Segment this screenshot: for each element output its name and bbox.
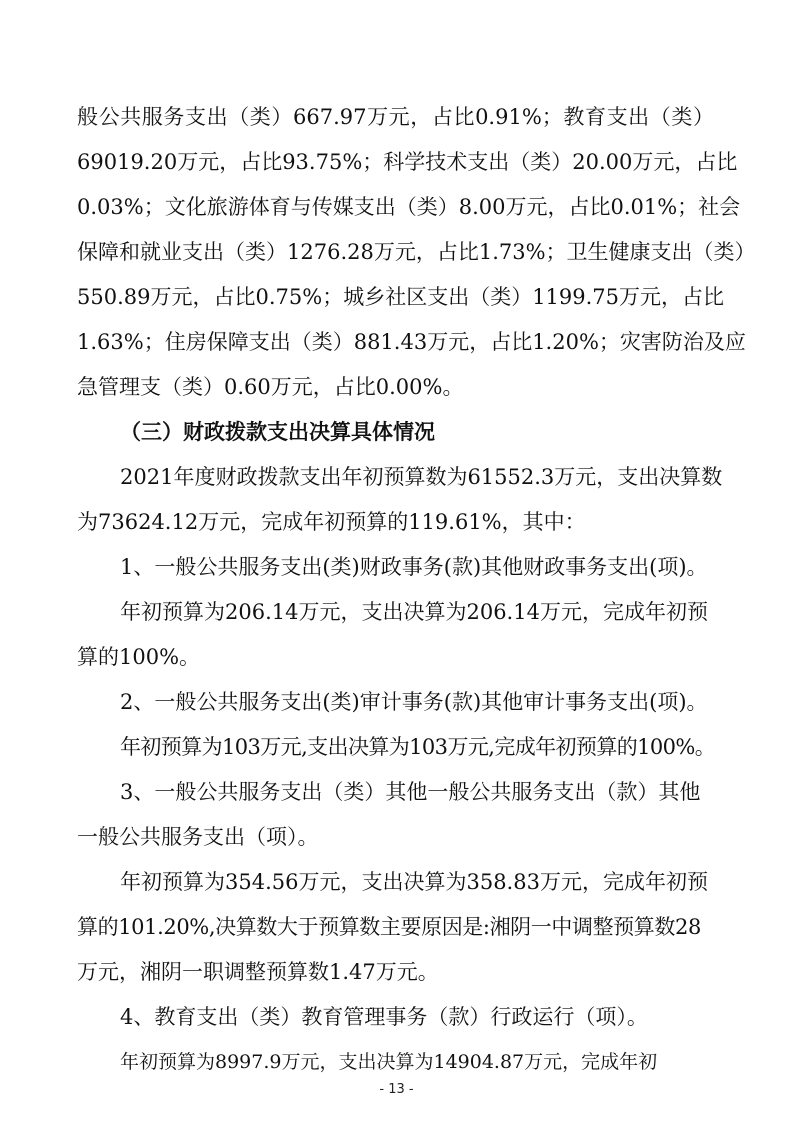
item-heading: 1、一般公共服务支出(类)财政事务(款)其他财政事务支出(项)。 [120, 555, 708, 579]
body-text-line: 算的101.20%,决算数大于预算数主要原因是:湘阴一中调整预算数28 [77, 915, 701, 939]
section-heading: （三）财政拨款支出决算具体情况 [120, 420, 435, 444]
item-heading: 2、一般公共服务支出(类)审计事务(款)其他审计事务支出(项)。 [120, 690, 708, 714]
item-heading: 3、一般公共服务支出（类）其他一般公共服务支出（款）其他 [120, 780, 701, 804]
body-text-line: 69019.20万元，占比93.75%；科学技术支出（类）20.00万元，占比 [77, 150, 738, 174]
item-heading-continuation: 一般公共服务支出（项）。 [77, 825, 319, 849]
page-number: - 13 - [379, 1082, 414, 1097]
body-text-line: 保障和就业支出（类）1276.28万元，占比1.73%；卫生健康支出（类） [77, 240, 756, 264]
body-text-line: 万元，湘阴一职调整预算数1.47万元。 [77, 960, 439, 984]
body-text-line: 年初预算为354.56万元，支出决算为358.83万元，完成年初预 [120, 870, 708, 894]
item-heading: 4、教育支出（类）教育管理事务（款）行政运行（项）。 [120, 1005, 648, 1029]
body-text-line: 急管理支（类）0.60万元，占比0.00%。 [77, 375, 464, 399]
body-text-line: 算的100%。 [77, 645, 201, 669]
body-text-line: 1.63%；住房保障支出（类）881.43万元，占比1.20%；灾害防治及应 [77, 330, 746, 354]
body-text-line: 550.89万元，占比0.75%；城乡社区支出（类）1199.75万元，占比 [77, 285, 725, 309]
body-text-line: 2021年度财政拨款支出年初预算数为61552.3万元，支出决算数 [120, 465, 723, 489]
body-text-line: 年初预算为103万元,支出决算为103万元,完成年初预算的100%。 [120, 735, 716, 759]
body-text-line: 般公共服务支出（类）667.97万元，占比0.91%；教育支出（类） [77, 105, 714, 129]
body-text-line: 0.03%；文化旅游体育与传媒支出（类）8.00万元，占比0.01%；社会 [77, 195, 741, 219]
body-text-line: 为73624.12万元，完成年初预算的119.61%，其中： [77, 510, 586, 534]
body-text-line: 年初预算为206.14万元，支出决算为206.14万元，完成年初预 [120, 600, 708, 624]
body-text-line: 年初预算为8997.9万元，支出决算为14904.87万元，完成年初 [120, 1051, 658, 1073]
